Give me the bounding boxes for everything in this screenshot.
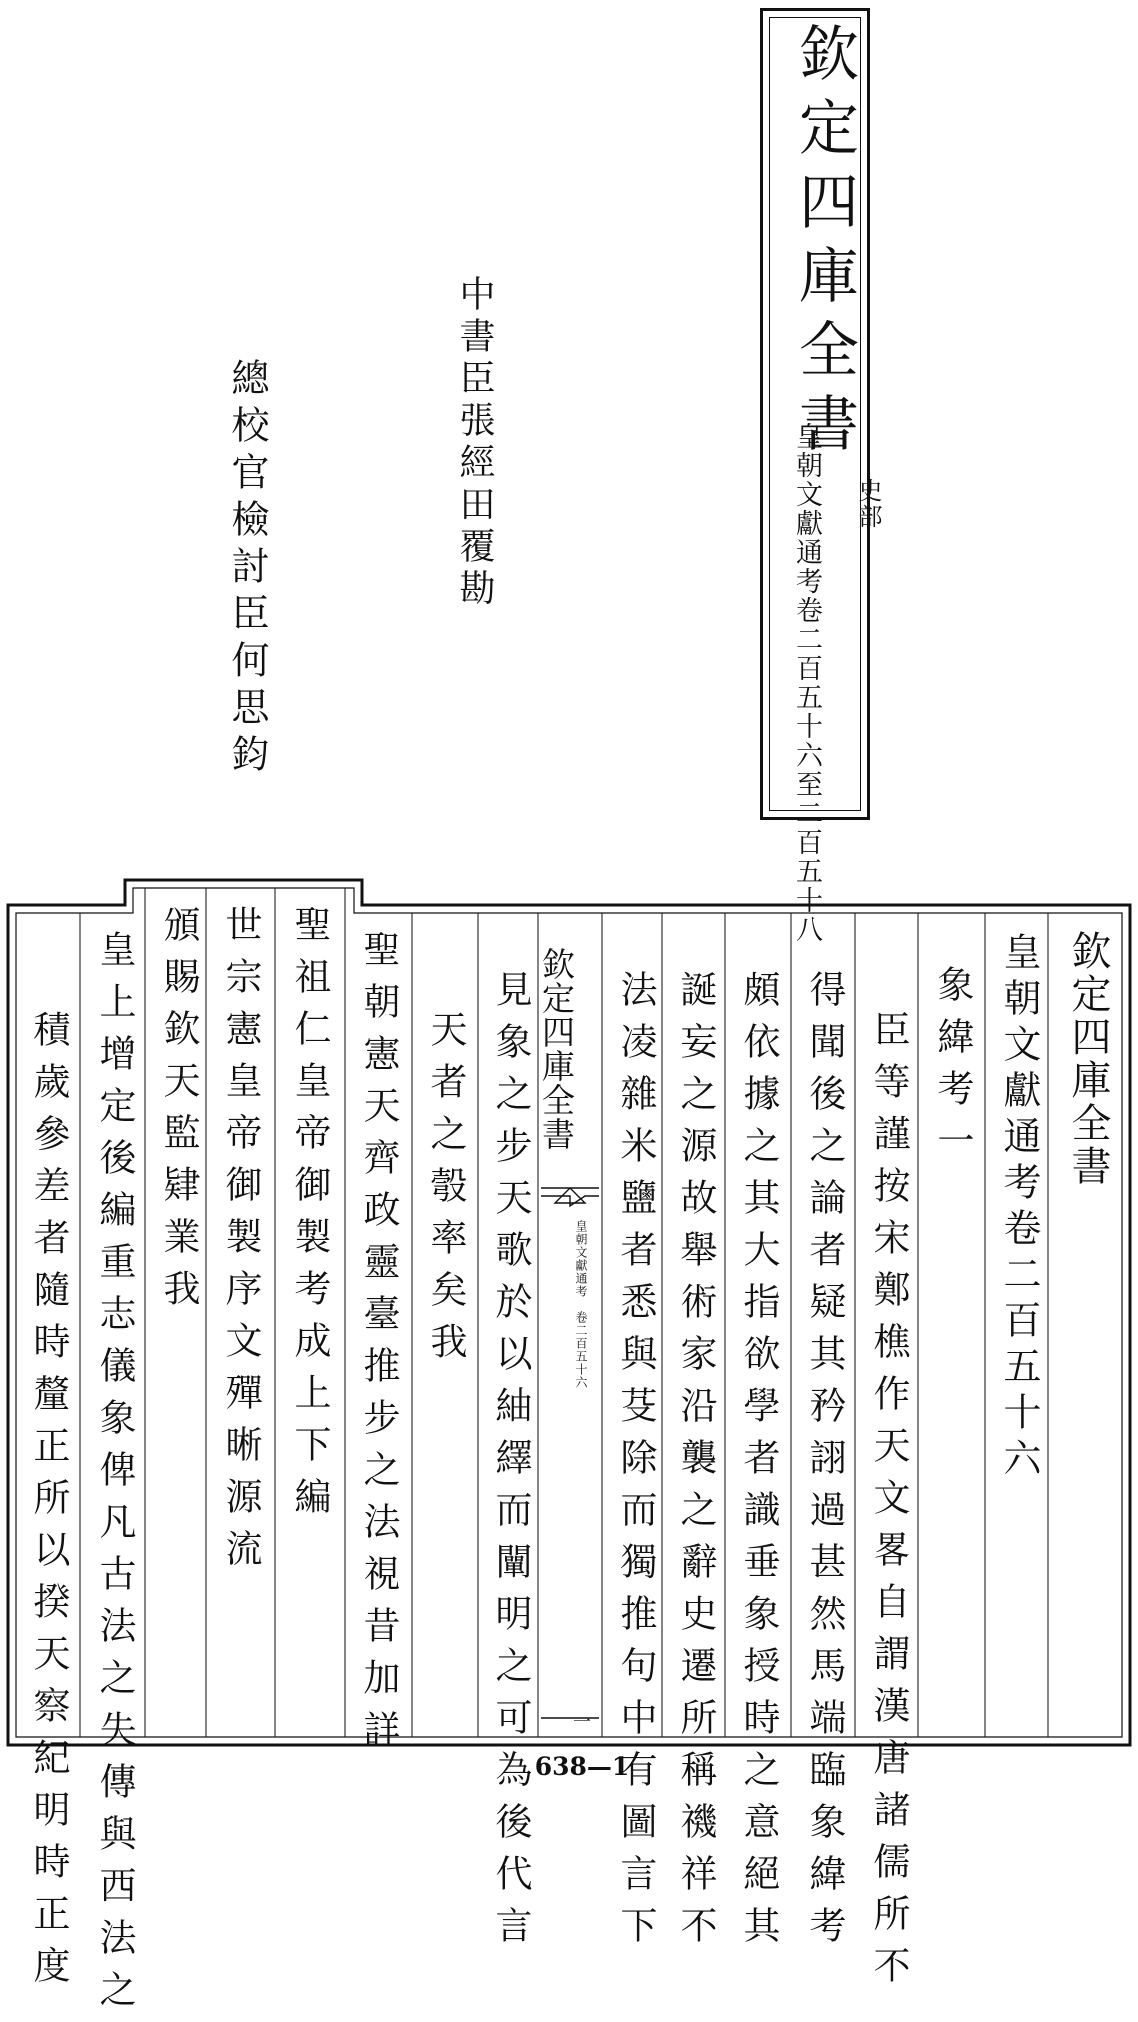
spine-volume-caption: 皇朝文獻通考 卷二百五十六	[574, 1220, 588, 1389]
column-body-2: 得聞後之論者疑其矜詡過甚然馬端臨象緯考	[803, 970, 846, 1958]
column-elevated-4: 頒賜欽天監肄業我	[157, 905, 200, 1321]
column-body-8: 積歲參差者隨時釐正所以揆天察紀明時正度	[27, 1010, 70, 1998]
credit-chief-collator: 總校官檢討臣何思鈞	[225, 358, 269, 781]
column-subheader: 皇朝文獻通考卷二百五十六	[997, 932, 1041, 1484]
column-elevated-1: 聖朝憲天齊政靈臺推步之法視昔加詳	[357, 930, 400, 1762]
column-header: 欽定四庫全書	[1065, 930, 1111, 1188]
column-body-6: 見象之步天歌於以紬繹而闡明之可為後代言	[489, 970, 532, 1958]
title-slip-main: 欽定四庫全書	[789, 22, 859, 466]
column-body-4: 誕妄之源故舉術家沿襲之辭史遷所稱禨祥不	[674, 970, 717, 1958]
title-slip-volume: 皇朝文獻通考卷二百五十六至二百五十八	[791, 422, 822, 944]
title-slip-division: 史部	[854, 478, 882, 530]
spine-book-title: 欽定四庫全書	[537, 947, 576, 1151]
spine-leaf-number: 一	[570, 1712, 591, 1730]
spine-fishtail	[541, 1188, 599, 1718]
column-elevated-5: 皇上增定後編重志儀象俾凡古法之失傳與西法之	[93, 930, 136, 2022]
column-body-1: 臣等謹按宋鄭樵作天文畧自謂漢唐諸儒所不	[867, 1010, 910, 1998]
column-elevated-2: 聖祖仁皇帝御製考成上下編	[288, 905, 331, 1529]
page-number: 638—1	[534, 1752, 630, 1781]
column-body-7: 天者之彀率矣我	[424, 1010, 467, 1374]
column-elevated-3: 世宗憲皇帝御製序文殫晰源流	[219, 905, 262, 1581]
column-body-3: 頗依據之其大指欲學者識垂象授時之意絕其	[737, 970, 780, 1958]
column-body-5: 法凌雜米鹽者悉與芟除而獨推句中有圖言下	[614, 970, 657, 1958]
credit-proofreader: 中書臣張經田覆勘	[454, 275, 495, 611]
column-chapter-title: 象緯考一	[931, 965, 974, 1173]
